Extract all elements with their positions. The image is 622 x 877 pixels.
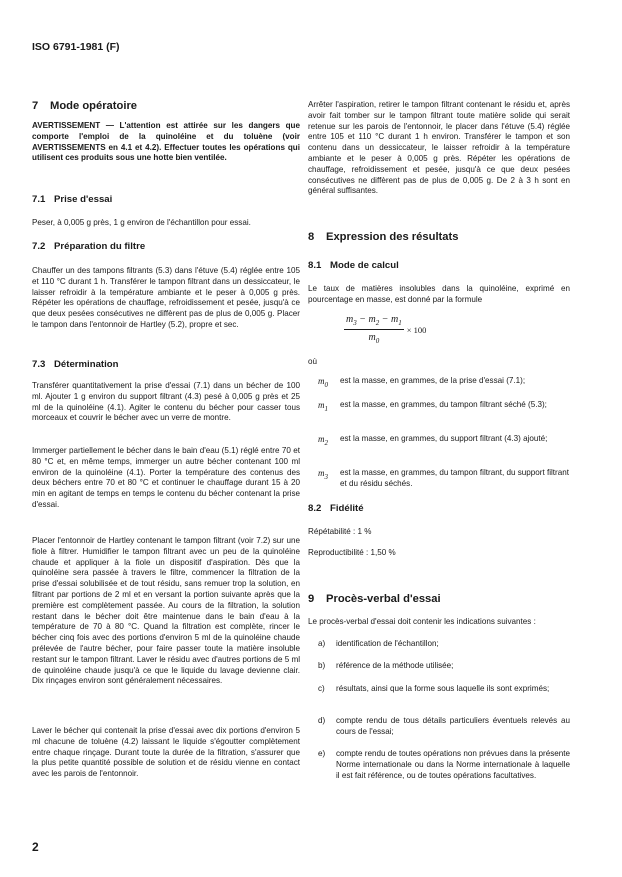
list-label: a) <box>318 639 326 648</box>
repeatability: Répétabilité : 1 % <box>308 527 372 536</box>
section-title: Détermination <box>54 359 119 370</box>
warning-paragraph: AVERTISSEMENT — L'attention est attirée sur les dangers que comporte l'emploi de la quinoléine et du toluène (voir AVERTISSEMENTS en 4.1 et 4.2). Effectuer toutes les opérations qui utilisent ces produits sous une hotte bien ventilée. <box>32 121 300 163</box>
section-number: 7 <box>32 100 39 112</box>
section-7-heading <box>32 100 137 112</box>
paragraph: Placer l'entonnoir de Hartley contenant le tampon filtrant (voir 7.2) sur une fiole à filtrer. Humidifier le tampon filtrant avec un peu de la quinoléine chaude et appliquer à la fiole un dispositif d'aspiration. Dès que la quinoléine sera passée à travers le filtre, commencer la filtration de la prise d'essai solubilisée et de tout résidu, sans remuer trop la solution, en filtrant par portions de 2 ml et en versant la portion suivante après que la première est complètement passée. Au cours de la filtration, la solution restant dans le bécher doit être maintenue dans le bain d'eau à la température de 70 à 80 °C. Quand la filtration est complète, rincer le bécher cinq fois avec des portions d'environ 5 ml de la quinoléine chaude prélevée de l'autre bécher, pour faire passer toute la matière insoluble restant sur le tampon filtrant. Laver le résidu avec d'autres portions de 5 ml de quinoléine chaude jusqu'à ce que le liquide du lavage devienne clair. Dix rinçages environ sont généralement nécessaires. <box>32 536 300 686</box>
paragraph: Le taux de matières insolubles dans la quinoléine, exprimé en pourcentage en masse, est donné par la formule <box>308 284 570 304</box>
definition-text: est la masse, en grammes, du support filtrant (4.3) ajouté; <box>340 434 548 443</box>
formula-denominator: $m_0$ <box>368 332 380 345</box>
definition-text: est la masse, en grammes, de la prise d'essai (7.1); <box>340 376 526 385</box>
paragraph: Chauffer un des tampons filtrants (5.3) dans l'étuve (5.4) réglée entre 105 et 110 °C durant 1 h. Transférer le tampon filtrant dans un dessiccateur, le laisser refroidir à la température ambiante et le peser à 0,005 g près. Répéter les opérations de chauffage, refroidissement et pesée, jusqu'à ce que deux pesées consécutives ne diffèrent pas de plus de 0,005 g. Placer le tampon dans l'entonnoir de Hartley (5.2), propre et sec. <box>32 266 300 329</box>
section-title: Fidélité <box>330 503 364 514</box>
section-number: 7.2 <box>32 241 46 252</box>
formula <box>344 314 426 345</box>
list-text: compte rendu de tous détails particuliers éventuels relevés au cours de l'essai; <box>336 716 570 736</box>
formula-multiplier: × 100 <box>406 324 427 335</box>
section-title: Procès-verbal d'essai <box>326 593 441 605</box>
definition-symbol: $m_1$ <box>318 400 328 413</box>
section-title: Mode de calcul <box>330 260 399 271</box>
list-text: résultats, ainsi que la forme sous laquelle ils sont exprimés; <box>336 684 550 693</box>
paragraph: Le procès-verbal d'essai doit contenir les indications suivantes : <box>308 617 536 626</box>
section-8-2-heading <box>308 503 364 514</box>
section-number: 8.2 <box>308 503 322 514</box>
definition-symbol: $m_2$ <box>318 434 328 447</box>
definition-text: est la masse, en grammes, du tampon filtrant séché (5.3); <box>340 400 547 409</box>
where-label: où <box>308 357 318 366</box>
section-number: 7.1 <box>32 194 46 205</box>
section-7-3-heading <box>32 359 119 370</box>
paragraph: Laver le bécher qui contenait la prise d'essai avec dix portions d'environ 5 ml chacune de toluène (4.2) laissant le liquide s'égoutter complètement entre chaque rinçage. Durant toute la durée de la filtration, s'assurer que la plus petite quantité possible de solution et de résidu vienne en contact avec les parois de l'entonnoir. <box>32 726 300 779</box>
section-7-1-heading <box>32 194 112 205</box>
list-label: c) <box>318 684 325 693</box>
paragraph: Arrêter l'aspiration, retirer le tampon filtrant contenant le résidu et, après avoir fait tomber sur le tampon filtrant toute matière solide qui serait retenue sur les parois de l'entonnoir, le placer dans l'étuve (5.4) réglée entre 105 et 110 °C durant 1 h environ. Transférer le tampon et son contenu dans un dessiccateur, le laisser refroidir à la température ambiante et le peser à 0,005 g près. Répéter les opérations de chauffage, refroidissement et pesée, jusqu'à ce que deux pesées consécutives ne diffèrent pas de plus de 0,005 g. De 2 à 3 h sont en général suffisantes. <box>308 100 570 196</box>
reproducibility: Reproductibilité : 1,50 % <box>308 548 396 557</box>
section-number: 7.3 <box>32 359 46 370</box>
list-label: d) <box>318 716 326 725</box>
paragraph: Transférer quantitativement la prise d'essai (7.1) dans un bécher de 100 ml. Ajouter 1 g environ du support filtrant (4.3) pesé à 0,005 g près et 25 ml de la quinoléine (4.1). Agiter le contenu du bécher pour casser tous morceaux et couvrir le bécher avec un verre de montre. <box>32 381 300 423</box>
formula-numerator: $m_3 - m_2 - m_1$ <box>344 314 404 330</box>
section-8-heading <box>308 231 458 243</box>
paragraph: Peser, à 0,005 g près, 1 g environ de l'échantillon pour essai. <box>32 218 251 227</box>
definition-symbol: $m_0$ <box>318 376 328 389</box>
formula-fraction <box>344 314 404 345</box>
section-number: 8 <box>308 231 315 243</box>
document-code: ISO 6791-1981 (F) <box>32 41 120 53</box>
section-title: Mode opératoire <box>50 100 138 112</box>
list-text: compte rendu de toutes opérations non prévues dans la présente Norme internationale ou dans la Norme internationale à laquelle il est fait référence, ou de toutes opérations facultatives. <box>336 749 570 780</box>
section-number: 9 <box>308 593 315 605</box>
section-title: Préparation du filtre <box>54 241 146 252</box>
list-label: e) <box>318 749 326 758</box>
section-number: 8.1 <box>308 260 322 271</box>
section-title: Expression des résultats <box>326 231 459 243</box>
list-text: identification de l'échantillon; <box>336 639 439 648</box>
section-title: Prise d'essai <box>54 194 113 205</box>
definition-text: est la masse, en grammes, du tampon filtrant, du support filtrant et du résidu séchés. <box>340 468 569 488</box>
page-number: 2 <box>32 840 39 854</box>
definition-symbol: $m_3$ <box>318 468 328 481</box>
section-9-heading <box>308 593 441 605</box>
paragraph: Immerger partiellement le bécher dans le bain d'eau (5.1) réglé entre 70 et 80 °C et, en même temps, immerger un autre bécher contenant 100 ml environ de la quinoléine (4.1). Porter la température des contenus des deux béchers entre 70 et 80 °C et continuer le chauffage durant 15 à 20 min en agitant de temps en temps le contenu du bécher contenant la prise d'essai. <box>32 446 300 509</box>
section-7-2-heading <box>32 241 145 252</box>
list-text: référence de la méthode utilisée; <box>336 661 454 670</box>
section-8-1-heading <box>308 260 399 271</box>
list-label: b) <box>318 661 326 670</box>
